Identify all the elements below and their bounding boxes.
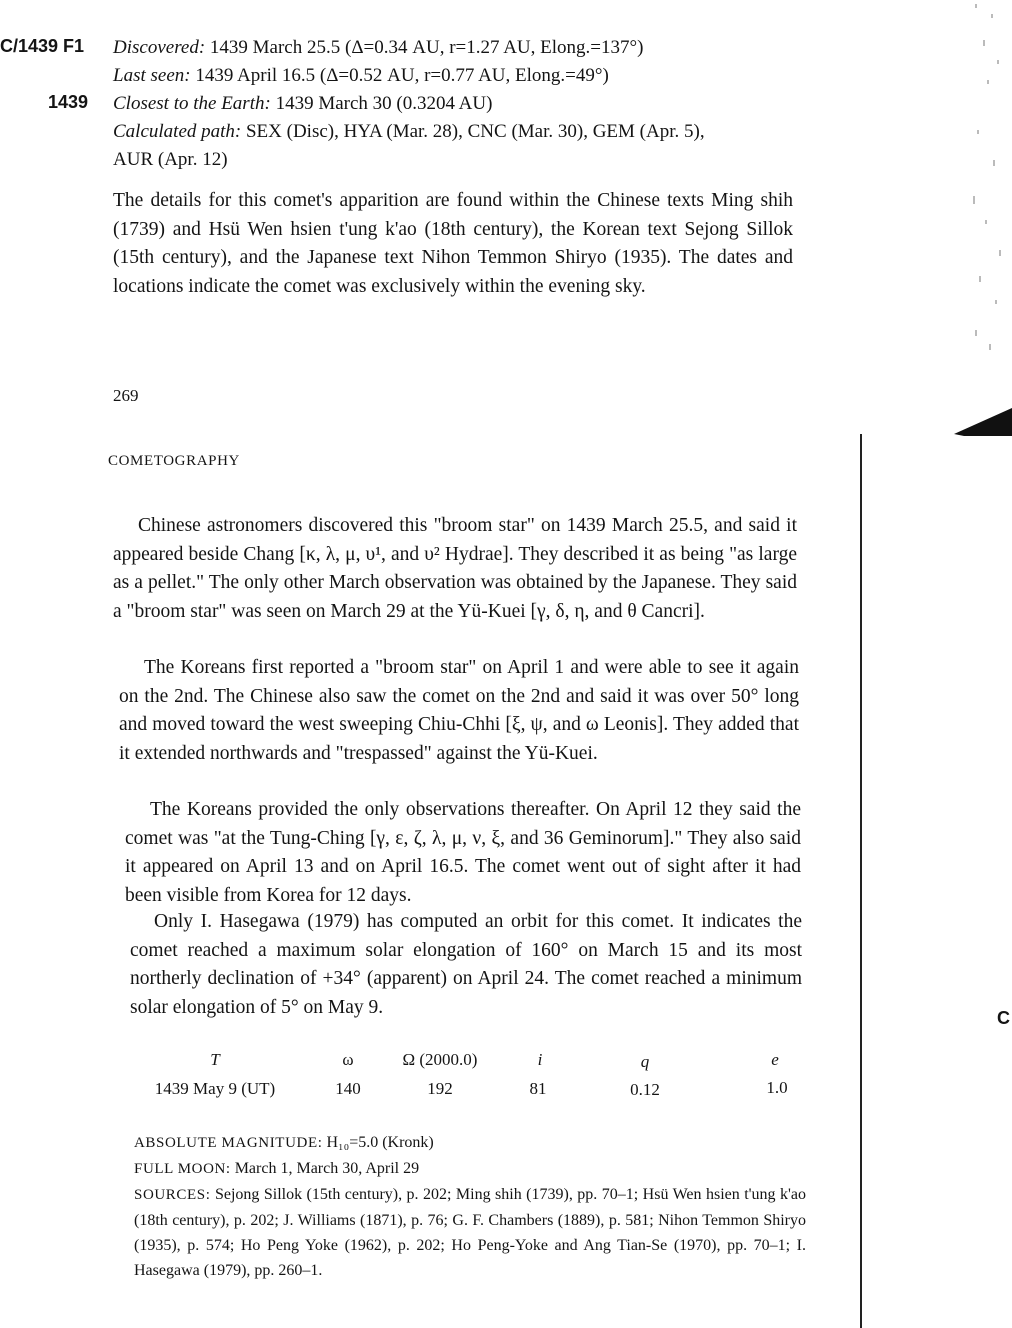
page-number: 269 xyxy=(113,386,139,405)
orbit-value-e: 1.0 xyxy=(766,1078,788,1097)
page-curl-graphic xyxy=(954,406,1012,438)
orbit-value-omega: 140 xyxy=(335,1079,361,1098)
scan-dots-graphic xyxy=(968,0,1012,360)
discovered-label: Discovered: xyxy=(113,37,206,58)
absmag-value: H₁₀=5.0 (Kronk) xyxy=(322,1134,434,1151)
fullmoon-label: FULL MOON: xyxy=(134,1161,231,1177)
path-text-2: AUR (Apr. 12) xyxy=(113,149,228,170)
scan-edge-marks xyxy=(968,0,1012,360)
side-letter: C xyxy=(997,1008,1010,1028)
body-paragraph-4: Only I. Hasegawa (1979) has computed an orbit for this comet. It indicates the comet reached a maximum solar elongation of 160° on March 15 and its most northerly declination of +34° (apparent) on April 24. The comet reached a minimum solar elongation of 5° on May 9. xyxy=(130,911,802,1018)
last-seen-text: 1439 April 16.5 (Δ=0.52 AU, r=0.77 AU, Elong.=49°) xyxy=(190,65,609,86)
comet-designation: C/1439 F1 xyxy=(0,36,85,56)
orbit-header-e: e xyxy=(771,1050,779,1069)
sources-note xyxy=(134,1182,806,1283)
closest-label: Closest to the Earth: xyxy=(113,93,271,114)
body-paragraph-1: Chinese astronomers discovered this "broom star" on 1439 March 25.5, and said it appeared beside Chang [κ, λ, μ, υ¹, and υ² Hydrae]. They described it as being "as large as a pellet." The only other March observation was obtained by the Japanese. They said a "broom star" was seen on March 29 at the Yü-Kuei [γ, δ, η, and θ Cancri]. xyxy=(113,515,797,622)
body-paragraph-3: The Koreans provided the only observations thereafter. On April 12 they said the comet was "at the Tung-Ching [γ, ε, ζ, λ, μ, ν, ξ, and 36 Geminorum]." They also said it appeared on April 13 and on April 16.5. The comet went out of sight after it had been visible from Korea for 12 days. xyxy=(125,799,801,906)
discovered-line xyxy=(113,34,643,62)
absolute-magnitude-note xyxy=(134,1130,434,1156)
last-seen-label: Last seen: xyxy=(113,65,191,86)
orbit-header-node: Ω (2000.0) xyxy=(402,1050,478,1069)
closest-text: 1439 March 30 (0.3204 AU) xyxy=(270,93,493,114)
orbit-header-q: q xyxy=(640,1052,650,1071)
orbit-header-omega: ω xyxy=(342,1050,354,1069)
page-curl-shadow xyxy=(954,406,1012,443)
details-paragraph: The details for this comet's apparition are found within the Chinese texts Ming shih (1739) and Hsü Wen hsien t'ung k'ao (18th century), the Korean text Sejong Sillok (15th century), and the Japanese text Nihon Temmon Shiryo (1935). The dates and locations indicate the comet was exclusively within the evening sky. xyxy=(113,190,793,297)
fullmoon-value: March 1, March 30, April 29 xyxy=(230,1160,420,1177)
path-line-1 xyxy=(113,118,705,146)
orbit-value-q: 0.12 xyxy=(630,1080,660,1099)
running-head: COMETOGRAPHY xyxy=(108,453,240,469)
body-paragraph-2: The Koreans first reported a "broom star" on April 1 and were able to see it again on the 2nd. The Chinese also saw the comet on the 2nd and said it was over 50° long and moved toward the west sweeping Chiu-Chhi [ξ, ψ, and ω Leonis]. They added that it extended northwards and "trespassed" against the Yü-Kuei. xyxy=(119,657,799,764)
sources-label: SOURCES: xyxy=(134,1187,211,1203)
orbit-value-i: 81 xyxy=(529,1079,547,1098)
path-label: Calculated path: xyxy=(113,121,242,142)
comet-year: 1439 xyxy=(48,92,89,112)
full-moon-note xyxy=(134,1156,419,1182)
discovered-text: 1439 March 25.5 (Δ=0.34 AU, r=1.27 AU, Elong.=137°) xyxy=(205,37,644,58)
path-text-1: SEX (Disc), HYA (Mar. 28), CNC (Mar. 30), GEM (Apr. 5), xyxy=(241,121,705,142)
last-seen-line xyxy=(113,62,609,90)
orbit-header-T: T xyxy=(210,1050,220,1069)
closest-line xyxy=(113,90,492,118)
page-gutter-line xyxy=(860,434,862,1328)
path-line-2 xyxy=(113,146,228,174)
orbit-value-T: 1439 May 9 (UT) xyxy=(154,1079,276,1098)
absmag-label: ABSOLUTE MAGNITUDE: xyxy=(134,1135,323,1151)
sources-value: Sejong Sillok (15th century), p. 202; Ming shih (1739), pp. 70–1; Hsü Wen hsien t'ung k'ao (18th century), p. 202; J. Williams (1871), p. 76; G. F. Chambers (1889), p. 581; Nihon Temmon Shiryo (1935), p. 574; Ho Peng Yoke (1962), p. 202; Ho Peng-Yoke and Ang Tian-Se (1970), pp. 70–1; I. Hasegawa (1979), pp. 260–1. xyxy=(134,1186,806,1279)
orbit-value-node: 192 xyxy=(427,1079,453,1098)
orbit-header-i: i xyxy=(537,1050,543,1069)
